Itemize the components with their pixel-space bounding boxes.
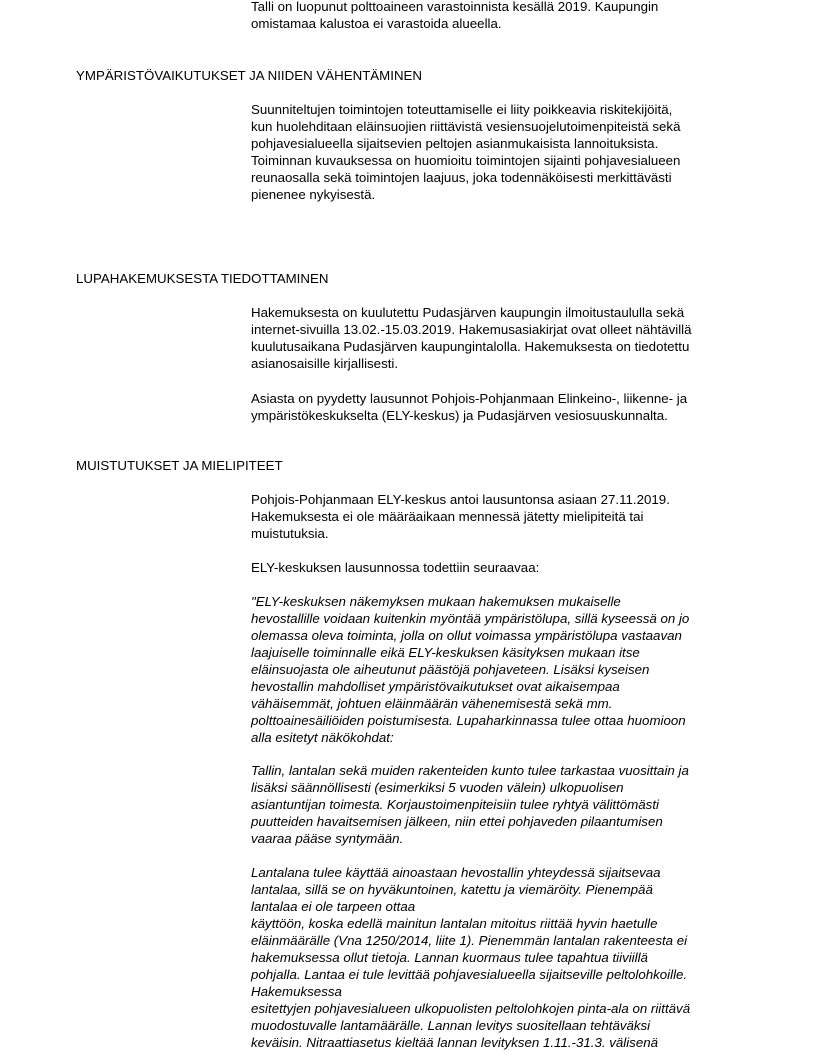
- paragraph-line: internet-sivuilla 13.02.-15.03.2019. Hakemusasiakirjat ovat olleet nähtävillä: [251, 322, 692, 337]
- quote-line: "ELY-keskuksen näkemyksen mukaan hakemuksen mukaiselle: [251, 594, 621, 609]
- intro-line: omistamaa kalustoa ei varastoida alueella.: [251, 16, 502, 31]
- paragraph-line: ympäristökeskukselta (ELY-keskus) ja Pudasjärven vesiosuuskunnalta.: [251, 408, 668, 423]
- paragraph-line: Hakemuksesta on kuulutettu Pudasjärven kaupungin ilmoitustaululla sekä: [251, 305, 685, 320]
- paragraph-line: Toiminnan kuvauksessa on huomioitu toimintojen sijainti pohjavesialueen: [251, 153, 681, 168]
- quote-line: eläinmäärälle (Vna 1250/2014, liite 1). Pienemmän lantalan rakenteesta ei: [251, 933, 688, 948]
- quote-line: alla esitetyt näkökohdat:: [251, 730, 394, 745]
- paragraph-line: Hakemuksesta ei ole määräaikaan mennessä jätetty mielipiteitä tai: [251, 509, 644, 524]
- section-heading-environment: YMPÄRISTÖVAIKUTUKSET JA NIIDEN VÄHENTÄMINEN: [76, 68, 423, 83]
- quote-line: asiantuntijan toimesta. Korjaustoimenpiteisiin tulee ryhtyä välittömästi: [251, 797, 659, 812]
- section-heading-remarks: MUISTUTUKSET JA MIELIPITEET: [76, 458, 283, 473]
- quote-line: esitettyjen pohjavesialueen ulkopuolisten peltolohkojen pinta-ala on riittävä: [251, 1001, 691, 1016]
- paragraph-line: ELY-keskuksen lausunnossa todettiin seuraavaa:: [251, 560, 540, 575]
- quote-line: keväisin. Nitraattiasetus kieltää lannan levityksen 1.11.-31.3. välisenä: [251, 1035, 659, 1050]
- quote-line: lantalaa ei ole tarpeen ottaa: [251, 899, 416, 914]
- quote-line: hevostallin mahdolliset ympäristövaikutukset ovat aikaisempaa: [251, 679, 620, 694]
- quote-line: eläinsuojasta ole aiheutunut päästöjä pohjaveteen. Lisäksi kyseisen: [251, 662, 650, 677]
- section-heading-notification: LUPAHAKEMUKSESTA TIEDOTTAMINEN: [76, 271, 329, 286]
- quote-line: lisäksi säännöllisesti (esimerkiksi 5 vuoden välein) ulkopuolisen: [251, 780, 624, 795]
- paragraph-line: Suunniteltujen toimintojen toteuttamiselle ei liity poikkeavia riskitekijöitä,: [251, 102, 673, 117]
- quote-line: hakemuksessa ollut tietoja. Lannan kuormaus tulee tapahtua tiiviillä: [251, 950, 648, 965]
- quote-line: puutteiden havaitsemisen jälkeen, niin ettei pohjaveden pilaantumisen: [251, 814, 663, 829]
- quote-line: polttoainesäiliöiden poistumisesta. Lupaharkinnassa tulee ottaa huomioon: [251, 713, 686, 728]
- quote-line: Hakemuksessa: [251, 984, 342, 999]
- quote-line: olemassa oleva toiminta, jolla on ollut voimassa ympäristölupa vastaavan: [251, 628, 682, 643]
- paragraph-line: reunaosalla sekä toimintojen laajuus, joka todennäköisesti merkittävästi: [251, 170, 672, 185]
- paragraph-line: Pohjois-Pohjanmaan ELY-keskus antoi lausuntonsa asiaan 27.11.2019.: [251, 492, 670, 507]
- quote-line: hevostallille voidaan kuitenkin myöntää ympäristölupa, sillä kyseessä on jo: [251, 611, 690, 626]
- quote-line: pohjalla. Lantaa ei tule levittää pohjavesialueella sijaitseville peltolohkoille.: [251, 967, 688, 982]
- quote-line: lantalaa, sillä se on hyväkuntoinen, katettu ja viemäröity. Pienempää: [251, 882, 653, 897]
- paragraph-line: Asiasta on pyydetty lausunnot Pohjois-Pohjanmaan Elinkeino-, liikenne- ja: [251, 391, 688, 406]
- quote-line: laajuiselle toiminnalle eikä ELY-keskuksen käsityksen mukaan itse: [251, 645, 640, 660]
- quote-line: Tallin, lantalan sekä muiden rakenteiden kunto tulee tarkastaa vuosittain ja: [251, 763, 689, 778]
- quote-line: vaaraa pääse syntymään.: [251, 831, 404, 846]
- paragraph-line: asianosaisille kirjallisesti.: [251, 356, 399, 371]
- quote-line: Lantalana tulee käyttää ainoastaan hevostallin yhteydessä sijaitsevaa: [251, 865, 661, 880]
- intro-line: Talli on luopunut polttoaineen varastoinnista kesällä 2019. Kaupungin: [251, 0, 659, 14]
- quote-line: vähäisemmät, johtuen eläinmäärän vähenemisestä sekä mm.: [251, 696, 613, 711]
- quote-line: käyttöön, koska edellä mainitun lantalan mitoitus riittää hyvin haetulle: [251, 916, 658, 931]
- paragraph-line: kuulutusaikana Pudasjärven kaupungintalolla. Hakemuksesta on tiedotettu: [251, 339, 690, 354]
- quote-line: muodostuvalle lantamäärälle. Lannan levitys suositellaan tehtäväksi: [251, 1018, 651, 1033]
- paragraph-line: muistutuksia.: [251, 526, 329, 541]
- paragraph-line: pienenee nykyisestä.: [251, 187, 376, 202]
- paragraph-line: pohjavesialueella sijaitsevien peltojen asianmukaisista lannoituksista.: [251, 136, 659, 151]
- paragraph-line: kun huolehditaan eläinsuojien riittävistä vesiensuojelutoimenpiteistä sekä: [251, 119, 681, 134]
